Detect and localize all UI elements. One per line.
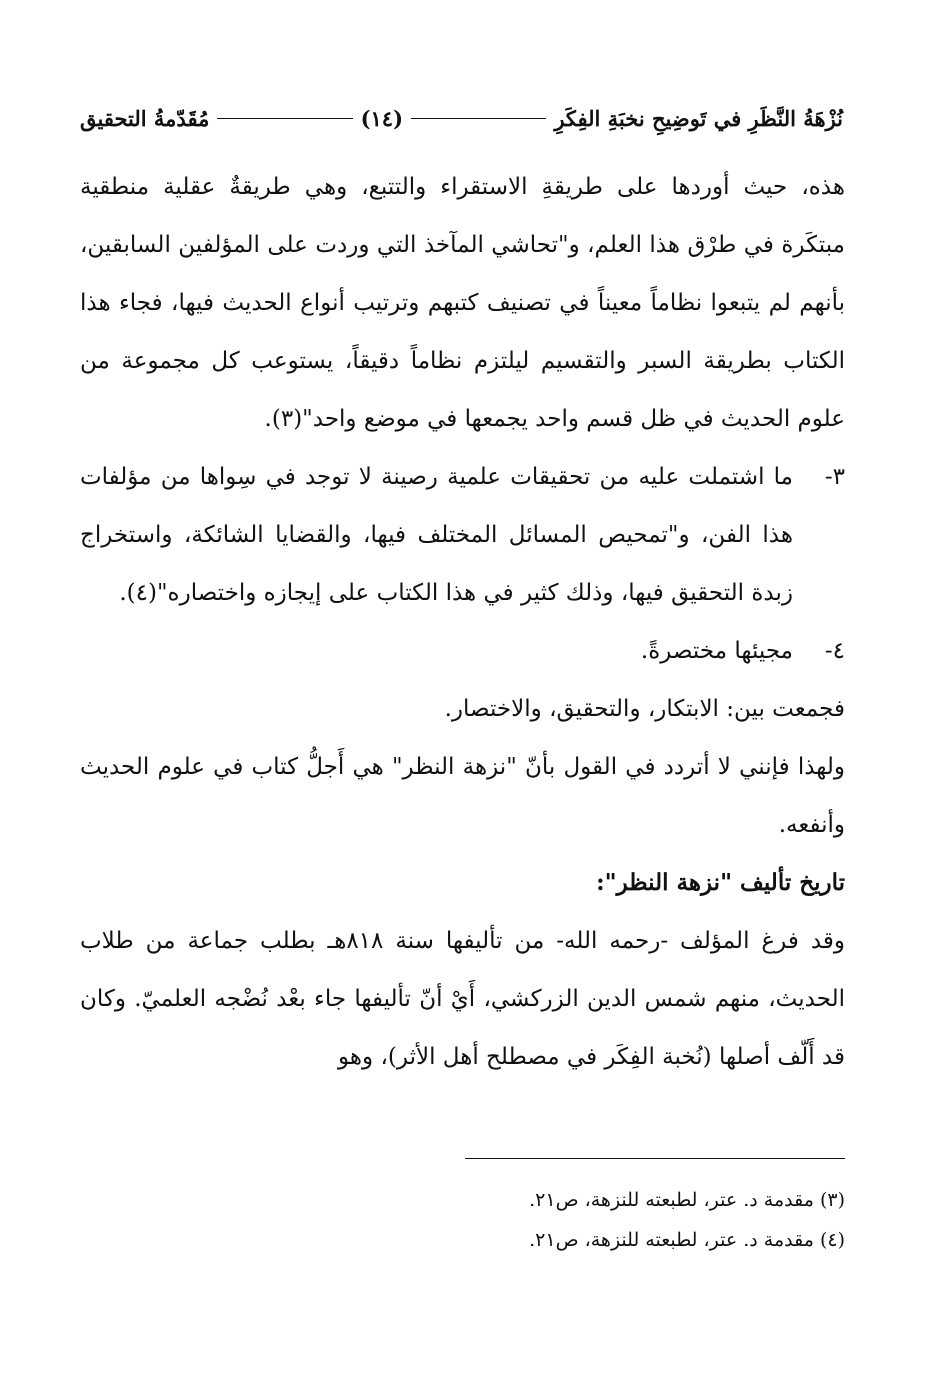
page-number: (١٤) <box>360 106 404 131</box>
running-header <box>80 106 843 131</box>
header-book-title: نُزْهَةُ النَّظَرِ في تَوضِيحِ نخبَةِ الفِكَرِ <box>554 106 844 131</box>
paragraph-conclusion: ولهذا فإنني لا أتردد في القول بأنّ "نزهة النظر" هي أَجلُّ كتاب في علوم الحديث وأنفعه. <box>80 754 845 838</box>
footnote-3: (٣) مقدمة د. عتر، لطبعته للنزهة، ص٢١. <box>529 1189 845 1211</box>
list-number-4: ٤- <box>824 638 845 664</box>
header-rule-left <box>411 118 546 119</box>
section-heading: تاريخ تأليف "نزهة النظر": <box>596 869 845 896</box>
header-rule-right <box>217 118 352 119</box>
list-text-3: ما اشتملت عليه من تحقيقات علمية رصينة لا توجد في سِواها من مؤلفات هذا الفن، و"تمحيص المسائل المختلف فيها، والقضايا الشائكة، واستخراج زبدة التحقيق فيها، وذلك كثير في هذا الكتاب على إيجازه واختصاره"(٤). <box>80 464 793 606</box>
list-item-4 <box>80 622 845 680</box>
paragraph-combined: فجمعت بين: الابتكار، والتحقيق، والاختصار. <box>444 696 845 722</box>
paragraph-date: وقد فرغ المؤلف -رحمه الله- من تأليفها سنة ٨١٨هـ بطلب جماعة من طلاب الحديث، منهم شمس الدين الزركشي، أَيْ أنّ تأليفها جاء بعْد نُضْجه العلميّ. وكان قد أَلّف أصلها (نُخبة الفِكَر في مصطلح أهل الأثر)، وهو <box>80 928 845 1070</box>
footnote-separator <box>465 1158 845 1159</box>
list-item-3 <box>80 448 845 622</box>
main-text <box>80 158 845 1086</box>
footnote-4: (٤) مقدمة د. عتر، لطبعته للنزهة، ص٢١. <box>529 1229 845 1251</box>
list-number-3: ٣- <box>824 464 845 490</box>
header-section-title: مُقَدّمةُ التحقيق <box>80 106 210 131</box>
list-text-4: مجيئها مختصرةً. <box>640 638 793 664</box>
paragraph-intro: هذه، حيث أوردها على طريقةِ الاستقراء والتتبع، وهي طريقةٌ عقلية منطقية مبتكَرة في طرْق هذا العلم، و"تحاشي المآخذ التي وردت على المؤلفين السابقين، بأنهم لم يتبعوا نظاماً معيناً في تصنيف كتبهم وترتيب أنواع الحديث فيها، فجاء هذا الكتاب بطريقة السبر والتقسيم ليلتزم نظاماً دقيقاً، يستوعب كل مجموعة من علوم الحديث في ظل قسم واحد يجمعها في موضع واحد"(٣). <box>80 174 845 432</box>
footnotes <box>80 1180 845 1260</box>
